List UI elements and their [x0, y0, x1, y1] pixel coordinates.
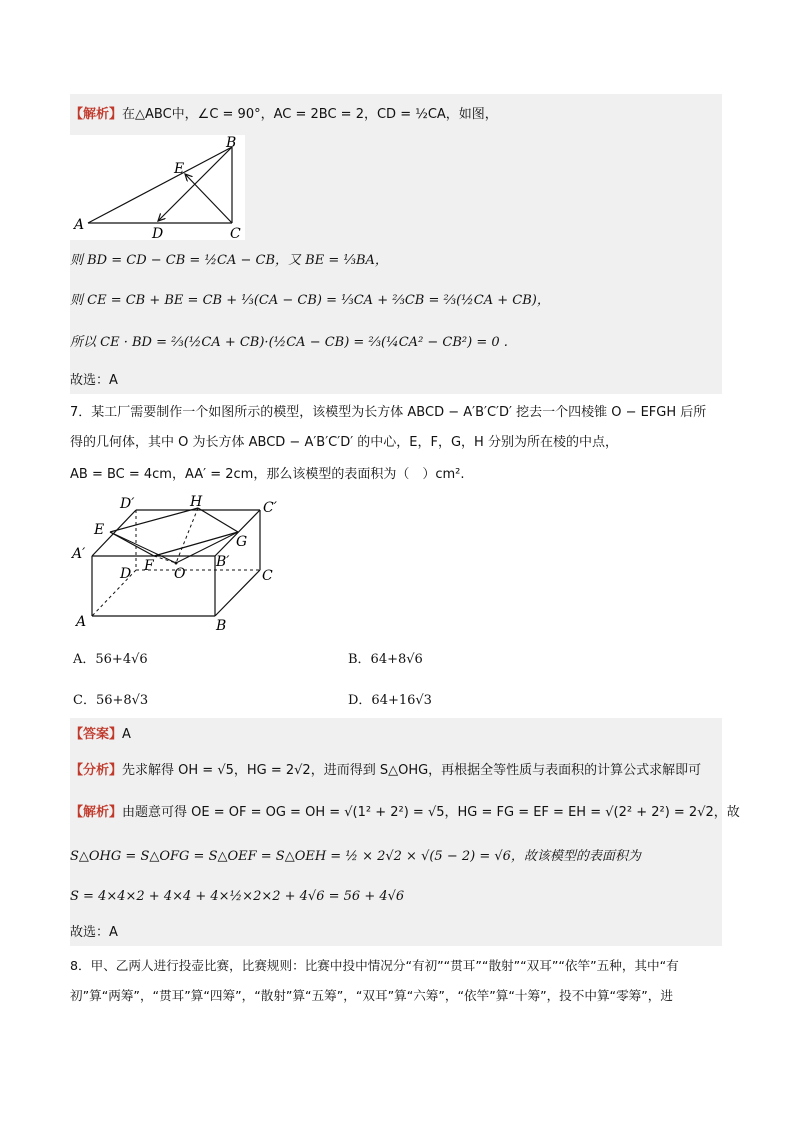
label-Dp: D′ [120, 496, 135, 512]
label-D7: D [120, 566, 132, 582]
analysis-intro-text: 在△ABC中，∠C = 90°，AC = 2BC = 2，CD = ½CA，如图， [122, 107, 498, 122]
answer-line [70, 724, 722, 746]
label-G: G [236, 534, 248, 550]
label-C: C [230, 226, 241, 240]
label-Cp: C′ [263, 500, 277, 516]
option-b[interactable]: B．64+8√6 [348, 652, 423, 667]
label-D: D [152, 226, 164, 240]
q8-line-2: 初”算“两筹”，“贯耳”算“四筹”，“散射”算“五筹”，“双耳”算“六筹”，“依竿”算“十筹”，投不中算“零筹”，进 [70, 988, 673, 1003]
triangle-figure [70, 135, 245, 240]
analysis-tag: 【解析】 [70, 107, 123, 122]
analysis-intro-line [70, 104, 722, 126]
label-F: F [144, 558, 154, 574]
q8-line-1: 8．甲、乙两人进行投壶比赛，比赛规则：比赛中投中情况分“有初”“贯耳”“散射”“双耳”“依竿”五种，其中“有 [70, 958, 679, 973]
label-C7: C [262, 568, 273, 584]
solution-line-3: S = 4×4×2 + 4×4 + 4×½×2×2 + 4√6 = 56 + 4√6 [70, 889, 405, 904]
option-c[interactable]: C．56+8√3 [73, 693, 149, 708]
line-dot-product: 所以 CE · BD = ⅔(½CA + CB)·(½CA − CB) = ⅔(¼CA² − CB²) = 0 . [70, 335, 508, 350]
label-B7: B [216, 618, 227, 634]
label-E7: E [94, 522, 105, 538]
choice-1: 故选：A [70, 373, 118, 388]
answer-value: A [122, 727, 131, 742]
q7-line-3: AB = BC = 4cm，AA′ = 2cm，那么该模型的表面积为（ ）cm². [70, 467, 465, 482]
choice-7: 故选：A [70, 925, 118, 940]
analysis-tag-7: 【分析】 [70, 763, 123, 778]
solution-tag: 【解析】 [70, 805, 123, 820]
label-O: O [174, 566, 186, 582]
solution-line-1 [70, 802, 740, 824]
q7-line-2: 得的几何体，其中 O 为长方体 ABCD − A′B′C′D′ 的中心，E，F，G，H 分别为所在棱的中点， [70, 435, 618, 450]
label-H: H [190, 494, 203, 510]
label-Ap: A′ [72, 546, 86, 562]
line-ce: 则 CE = CB + BE = CB + ⅓(CA − CB) = ⅓CA + ⅔CB = ⅔(½CA + CB)， [70, 293, 550, 308]
analysis-text-7: 先求解得 OH = √5，HG = 2√2，进而得到 S△OHG，再根据全等性质与表面积的计算公式求解即可 [122, 763, 702, 778]
label-A7: A [76, 614, 87, 630]
solution-text-1: 由题意可得 OE = OF = OG = OH = √(1² + 2²) = √5，HG = FG = EF = EH = √(2² + 2²) = 2√2，故 [122, 805, 740, 820]
answer-section-7 [70, 718, 722, 946]
line-bd: 则 BD = CD − CB = ½CA − CB，又 BE = ⅓BA， [70, 253, 388, 268]
cuboid-figure [70, 494, 290, 634]
solution-line-2: S△OHG = S△OFG = S△OEF = S△OEH = ½ × 2√2 × √(5 − 2) = √6，故该模型的表面积为 [70, 849, 641, 864]
answer-tag: 【答案】 [70, 727, 123, 742]
label-E: E [174, 161, 185, 177]
analysis-line [70, 760, 722, 782]
label-B: B [226, 135, 237, 151]
label-A: A [74, 217, 85, 233]
option-d[interactable]: D．64+16√3 [348, 693, 432, 708]
q7-line-1: 7．某工厂需要制作一个如图所示的模型，该模型为长方体 ABCD − A′B′C′D′ 挖去一个四棱锥 O − EFGH 后所 [70, 405, 707, 420]
label-Bp: B′ [216, 554, 230, 570]
option-a[interactable]: A．56+4√6 [73, 652, 148, 667]
